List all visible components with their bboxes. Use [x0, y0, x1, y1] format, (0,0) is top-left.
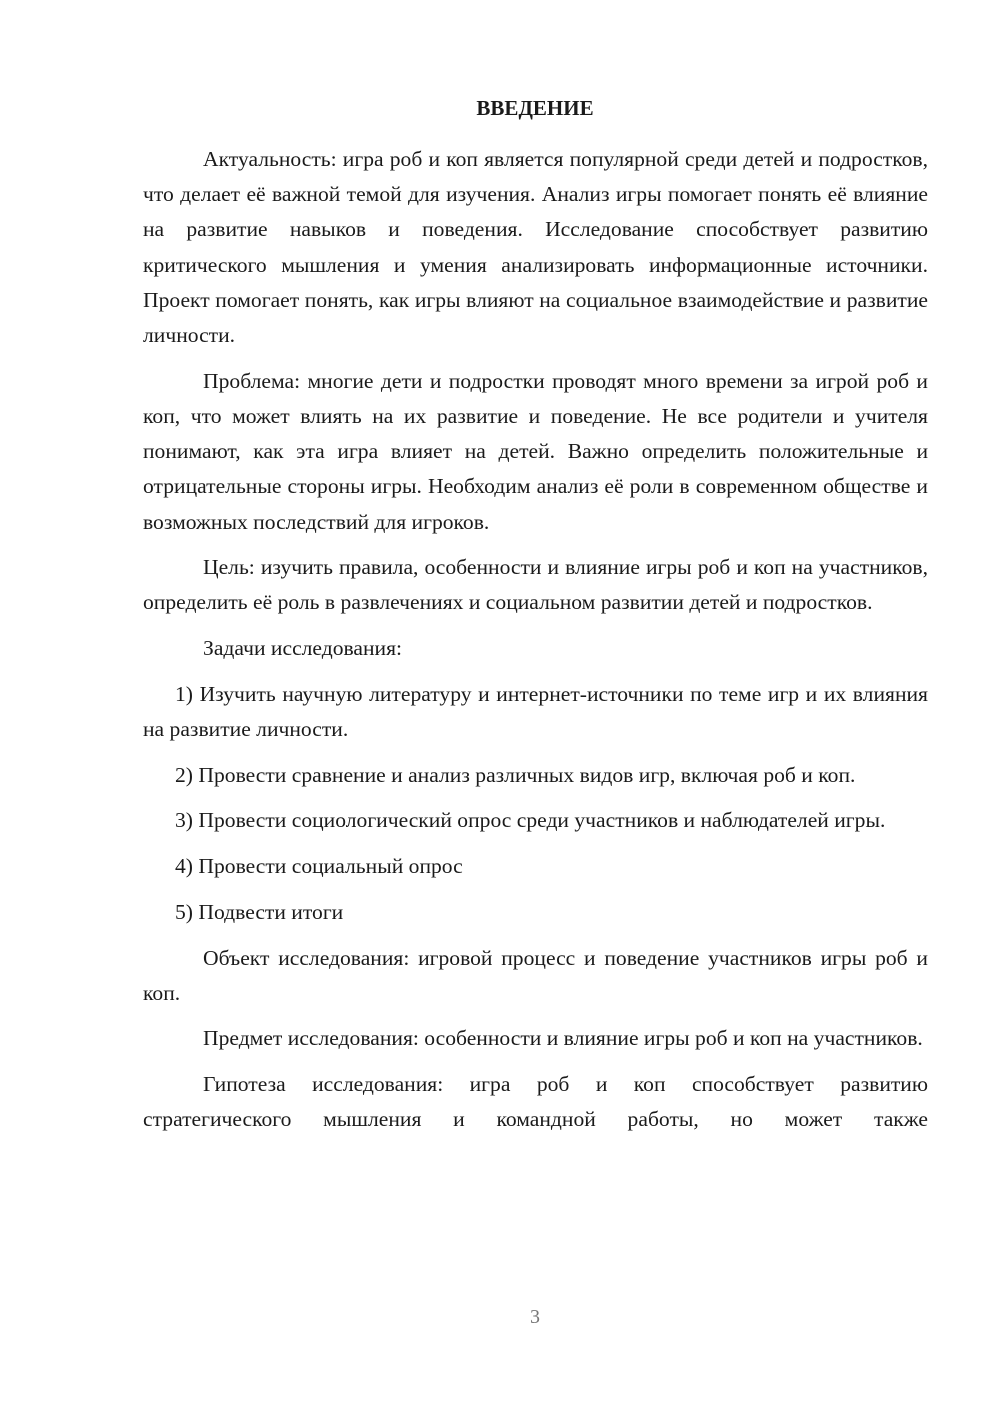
relevance-paragraph: Актуальность: игра роб и коп является популярной среди детей и подростков, что делает её важной темой для изучения. Анализ игры помогает понять её влияние на развитие навыков и поведения. Исследование способствует развитию критического мышления и умения анализировать информационные источники. Проект помогает понять, как игры влияют на социальное взаимодействие и развитие личности.: [143, 147, 928, 348]
object-paragraph: Объект исследования: игровой процесс и поведение участников игры роб и коп.: [143, 945, 928, 1005]
tasks-heading: Задачи исследования:: [203, 636, 403, 661]
task-item: 1) Изучить научную литературу и интернет-источники по теме игр и их влияния на развитие личности.: [143, 681, 928, 742]
page-title: ВВЕДЕНИЕ: [476, 96, 594, 120]
task-item: 2) Провести сравнение и анализ различных видов игр, включая роб и коп.: [175, 762, 856, 787]
goal-paragraph: Цель: изучить правила, особенности и влияние игры роб и коп на участников, определить её роль в развлечениях и социальном развитии детей и подростков.: [143, 555, 928, 615]
problem-paragraph: Проблема: многие дети и подростки проводят много времени за игрой роб и коп, что может влиять на их развитие и поведение. Не все родители и учителя понимают, как эта игра влияет на детей. Важно определить положительные и отрицательные стороны игры. Необходим анализ её роли в современном обществе и возможных последствий для игроков.: [143, 368, 928, 534]
task-item: 4) Провести социальный опрос: [175, 854, 463, 879]
page-number: 3: [530, 1306, 540, 1328]
subject-paragraph: Предмет исследования: особенности и влияние игры роб и коп на участников.: [203, 1026, 923, 1051]
hypothesis-paragraph: Гипотеза исследования: игра роб и коп способствует развитию стратегического мышления и командной работы, но может также: [143, 1072, 928, 1132]
document-body: [143, 142, 928, 1148]
task-item: 3) Провести социологический опрос среди участников и наблюдателей игры.: [175, 808, 886, 833]
task-item: 5) Подвести итоги: [175, 899, 344, 924]
